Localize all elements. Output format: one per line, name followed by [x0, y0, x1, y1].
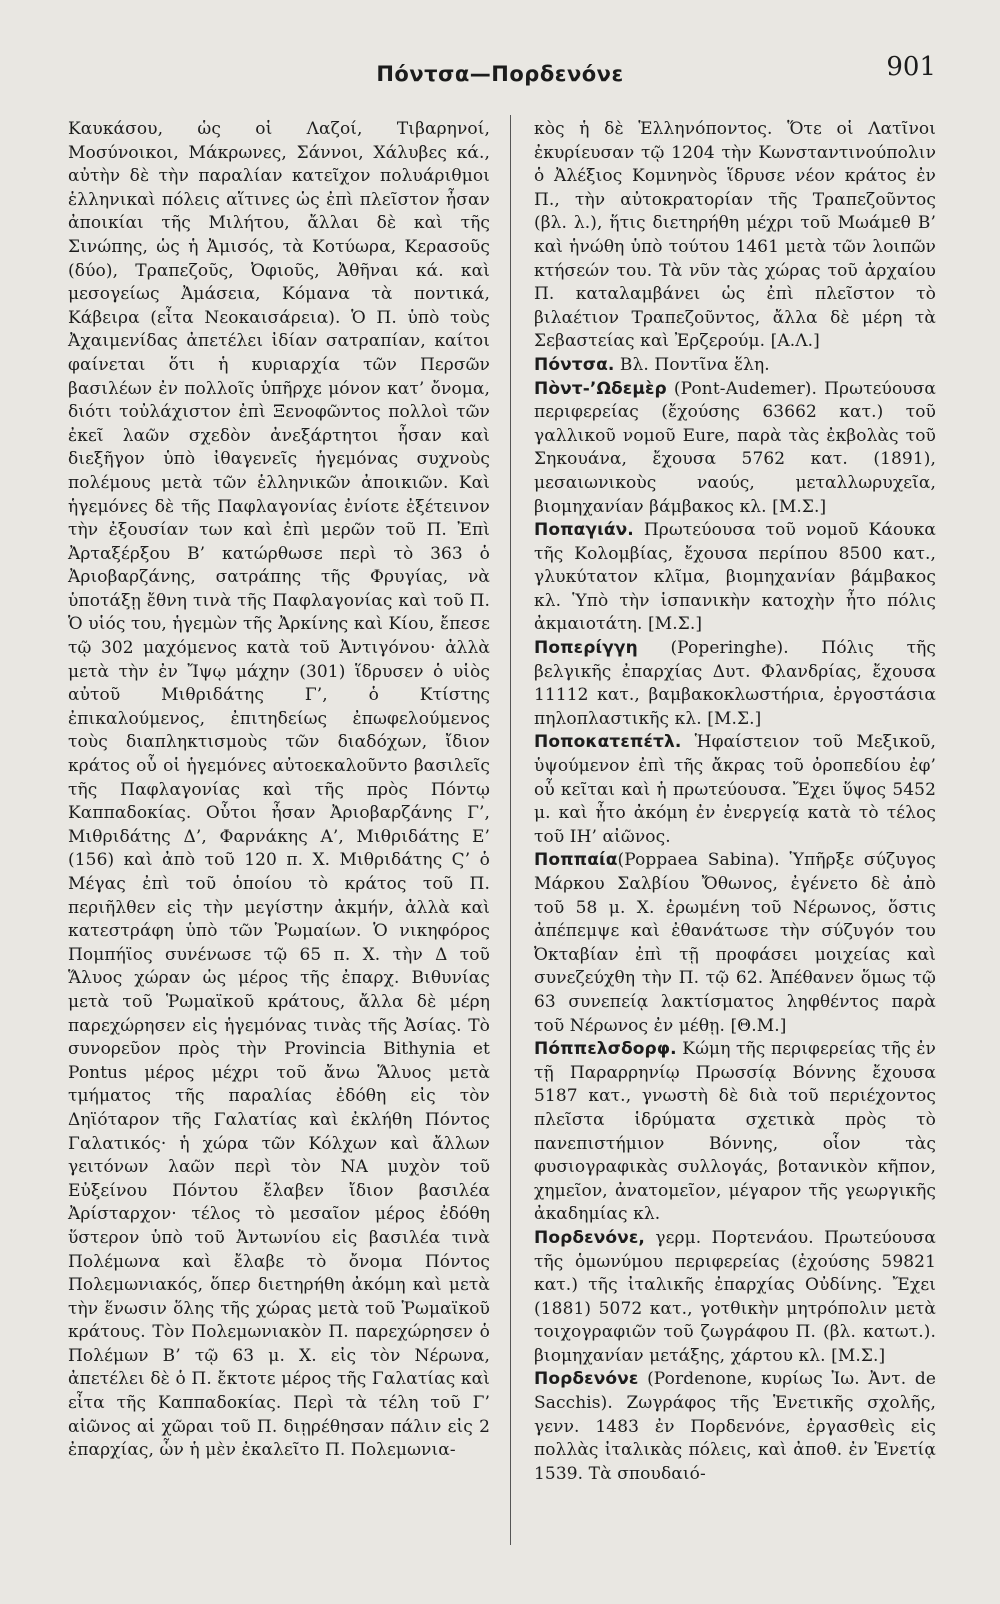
entry-headword: Πόππελσδορφ.	[534, 1039, 677, 1060]
entry-headword: Ποππαία	[534, 850, 618, 871]
left-column	[68, 118, 490, 1463]
entry-body: (Pordenone, κυρίως Ἰω. Ἀντ. de Sacchis). Ζωγράφος τῆς Ἑνετικῆς σχολῆς, γενν. 1483 ἐν Πορδενόνε, ἐργασθεὶς εἰς πολλὰς ἰταλικὰς πόλεις, καὶ ἀποθ. ἐν Ἑνετίᾳ 1539. Τὰ σπουδαιό-	[534, 1369, 936, 1484]
entry-body: (Pont-Audemer). Πρωτεύουσα περιφερείας (ἔχούσης 63662 κατ.) τοῦ γαλλικοῦ νομοῦ Eure, παρὰ τὰς ἐκβολὰς τοῦ Σηκουάνα, ἔχουσα 5762 κατ. (1891), μεσαιωνικοὺς ναούς, μεταλλωρυχεῖα, βιομηχανίαν βάμβακος κλ. [Μ.Σ.]	[534, 378, 936, 517]
entry-popayan	[534, 519, 936, 637]
entry-body: Ἡφαίστειον τοῦ Μεξικοῦ, ὑψούμενον ἐπὶ τῆς ἄκρας τοῦ ὀροπεδίου ἐφ’ οὗ κεῖται καὶ ἡ πρωτεύουσα. Ἔχει ὕψος 5452 μ. καὶ ἦτο ἀκόμη ἐν ἐνεργείᾳ κατὰ τὸ τέλος τοῦ ΙΗ’ αἰῶνος.	[534, 732, 936, 847]
entry-body: Πρωτεύουσα τοῦ νομοῦ Κάουκα τῆς Κολομβίας, ἔχουσα περίπου 8500 κατ., γλυκύτατον κλῖμα, βιομηχανίαν βάμβακος κλ. Ὑπὸ τὴν ἱσπανικὴν κατοχὴν ἦτο πόλις ἀκμαιοτάτη. [Μ.Σ.]	[534, 520, 936, 635]
entry-headword: Πὸντ-’Ωδεμὲρ	[534, 378, 667, 399]
right-column	[534, 118, 936, 1486]
entry-headword: Πορδενόνε	[534, 1369, 639, 1390]
column-divider	[510, 115, 511, 1545]
entry-pontsa	[534, 354, 936, 378]
entry-headword: Πόντσα.	[534, 354, 615, 375]
entry-body: (Poppaea Sabina). Ὑπῆρξε σύζυγος Μάρκου Σαλβίου Ὄθωνος, ἐγένετο δὲ ἀπὸ τοῦ 58 μ. Χ. ἐρωμένη τοῦ Νέρωνος, ὅστις ἀπέπεμψε καὶ ἐθανάτωσε τὴν σύζυγόν του Ὀκταβίαν ἐπὶ τῇ προφάσει μοιχείας καὶ συνεζεύχθη τὴν Π. τῷ 62. Ἀπέθανεν ὅμως τῷ 63 συνεπείᾳ λακτίσματος ληφθέντος παρὰ τοῦ Νέρωνος ἐν μέθῃ. [Θ.Μ.]	[534, 850, 936, 1036]
entry-headword: Πορδενόνε,	[534, 1227, 645, 1248]
entry-body: (Poperinghe). Πόλις τῆς βελγικῆς ἐπαρχίας Δυτ. Φλανδρίας, ἔχουσα 11112 κατ., βαμβακοκλωστήρια, ἐργοστάσια πηλοπλαστικῆς κλ. [Μ.Σ.]	[534, 638, 936, 729]
entry-pont-audemer	[534, 378, 936, 520]
entry-pordenone-city	[534, 1227, 936, 1369]
entry-pordenone-painter	[534, 1368, 936, 1486]
page-header	[60, 52, 940, 92]
entry-headword: Ποποκατεπέτλ.	[534, 732, 682, 753]
entry-body: Κώμη τῆς περιφερείας τῆς ἐν τῇ Παραρρηνίῳ Πρωσσίᾳ Βόννης ἔχουσα 5187 κατ., γνωστὴ δὲ διὰ τοῦ περιέχοντος πλεῖστα ἱδρύματα σχετικὰ πρὸς τὸ πανεπιστήμιον Βόννης, οἷον τὰς φυσιογραφικὰς συλλογάς, βοτανικὸν κῆπον, χημεῖον, ἀνατομεῖον, μέγαρον τῆς γεωργικῆς ἀκαδημίας κλ.	[534, 1039, 936, 1225]
left-column-text: Καυκάσου, ὡς οἱ Λαζοί, Τιβαρηνοί, Μοσύνοικοι, Μάκρωνες, Σάννοι, Χάλυβες κά., αὐτὴν δὲ τὴν παραλίαν κατεῖχον πολυάριθμοι ἑλληνικαὶ πόλεις αἵτινες ὡς ἐπὶ πλεῖστον ἦσαν ἀποικίαι τῆς Μιλήτου, ἄλλαι δὲ καὶ τῆς Σινώπης, ὡς ἡ Ἀμισός, τὰ Κοτύωρα, Κερασοῦς (δύο), Τραπεζοῦς, Ὀφιοῦς, Ἀθῆναι κά. καὶ μεσογείως Ἀμάσεια, Κόμανα τὰ ποντικά, Κάβειρα (εἶτα Νεοκαισάρεια). Ὁ Π. ὑπὸ τοὺς Ἀχαιμενίδας ἀπετέλει ἰδίαν σατραπίαν, καίτοι φαίνεται ὅτι ἡ κυριαρχία τῶν Περσῶν βασιλέων ἐν πολλοῖς ὑπῆρχε μόνον κατ’ ὄνομα, διότι τοὐλάχιστον ἐπὶ Ξενοφῶντος πολλοὶ τῶν ἐκεῖ λαῶν σχεδὸν ἀνεξάρτητοι ἦσαν καὶ διεξῆγον ὑπὸ ἰθαγενεῖς ἡγεμόνας συχνοὺς πολέμους μετὰ τῶν ἑλληνικῶν ἀποικιῶν. Καὶ ἡγεμόνες δὲ τῆς Παφλαγονίας ἐνίοτε ἐξέτεινον τὴν ἐξουσίαν των καὶ ἐπὶ μερῶν τοῦ Π. Ἐπὶ Ἀρταξέρξου Β’ κατώρθωσε περὶ τὸ 363 ὁ Ἀριοβαρζάνης, σατράπης τῆς Φρυγίας, νὰ ὑποτάξῃ ἔθνη τινὰ τῆς Παφλαγονίας καὶ τοῦ Π. Ὁ υἱός του, ἡγεμὼν τῆς Ἀρκίνης καὶ Κίου, ἔπεσε τῷ 302 μαχόμενος κατὰ τοῦ Ἀντιγόνου· ἀλλὰ μετὰ τὴν ἐν Ἴψῳ μάχην (301) ἵδρυσεν ὁ υἱὸς αὐτοῦ Μιθριδάτης Γ’, ὁ Κτίστης ἐπικαλούμενος, ἐπιτηδείως ἐπωφελούμενος τοὺς διαπληκτισμοὺς τῶν διαδόχων, ἴδιον κράτος οὗ οἱ ἡγεμόνες αὐτοεκαλοῦντο βασιλεῖς τῆς Παφλαγονίας καὶ τῆς πρὸς Πόντῳ Καππαδοκίας. Οὗτοι ἦσαν Ἀριοβαρζάνης Γ’, Μιθριδάτης Δ’, Φαρνάκης Α’, Μιθριδάτης Ε’ (156) καὶ ἀπὸ τοῦ 120 π. Χ. Μιθριδάτης Ϛ’ ὁ Μέγας ἐπὶ τοῦ ὁποίου τὸ κράτος τοῦ Π. περιῆλθεν εἰς τὴν μεγίστην ἀκμήν, ἀλλὰ καὶ κατεστράφη ὑπὸ τῶν Ῥωμαίων. Ὁ νικηφόρος Πομπήϊος συνένωσε τῷ 65 π. Χ. τὴν Δ τοῦ Ἅλυος χώραν ὡς μέρος τῆς ἐπαρχ. Βιθυνίας μετὰ τοῦ Ῥωμαϊκοῦ κράτους, ἄλλα δὲ μέρη παρεχώρησεν εἰς ἡγεμόνας τινὰς τῆς Ἀσίας. Τὸ συνορεῦον πρὸς τὴν Provincia Bithynia et Pontus μέρος μέχρι τοῦ ἄνω Ἅλυος μετὰ τμήματος τῆς παραλίας ἐδόθη εἰς τὸν Δηϊόταρον τῆς Γαλατίας καὶ ἐκλήθη Πόντος Γαλατικός· ἡ χώρα τῶν Κόλχων καὶ ἄλλων γειτόνων λαῶν περὶ τὸν ΝΑ μυχὸν τοῦ Εὐξείνου Πόντου ἔλαβεν ἴδιον βασιλέα Ἀρίσταρχον· τέλος τὸ μεσαῖον μέρος ἐδόθη ὕστερον ὑπὸ τοῦ Ἀντωνίου εἰς βασιλέα τινὰ Πολέμωνα καὶ ἔλαβε τὸ ὄνομα Πόντος Πολεμωνιακός, ὅπερ διετηρήθη ἀκόμη καὶ μετὰ τὴν ἕνωσιν ὅλης τῆς χώρας μετὰ τοῦ Ῥωμαϊκοῦ κράτους. Τὸν Πολεμωνιακὸν Π. παρεχώρησεν ὁ Πολέμων Β’ τῷ 63 μ. Χ. εἰς τὸν Νέρωνα, ἀπετέλει δὲ ὁ Π. ἔκτοτε μέρος τῆς Γαλατίας καὶ εἶτα τῆς Καππαδοκίας. Περὶ τὰ τέλη τοῦ Γ’ αἰῶνος αἱ χῶραι τοῦ Π. διῃρέθησαν πάλιν εἰς 2 ἐπαρχίας, ὧν ἡ μὲν ἐκαλεῖτο Π. Πολεμωνια-	[68, 119, 490, 1461]
entry-headword: Ποπαγιάν.	[534, 520, 634, 541]
entry-poppaea	[534, 849, 936, 1038]
entry-body: Βλ. Ποντῖνα ἕλη.	[614, 354, 770, 375]
page-number: 901	[886, 52, 936, 82]
entry-popocatepetl	[534, 731, 936, 849]
continued-entry-text: κὸς ἡ δὲ Ἑλληνόποντος. Ὅτε οἱ Λατῖνοι ἐκυρίευσαν τῷ 1204 τὴν Κωνσταντινούπολιν ὁ Ἀλέξιος Κομνηνὸς ἵδρυσε νέον κράτος ἐν Π., τὴν αὐτοκρατορίαν τῆς Τραπεζοῦντος (βλ. λ.), ἥτις διετηρήθη μέχρι τοῦ Μωάμεθ Β’ καὶ ἡνώθη ὑπὸ τούτου 1461 μετὰ τῶν λοιπῶν κτήσεών του. Τὰ νῦν τὰς χώρας τοῦ ἀρχαίου Π. καταλαμβάνει ὡς ἐπὶ πλεῖστον τὸ βιλαέτιον Τραπεζοῦντος, ἄλλα δὲ μέρη τὰ Σεβαστείας καὶ Ἐρζερούμ. [Α.Λ.]	[534, 119, 936, 352]
entry-poppelsdorf	[534, 1038, 936, 1227]
entry-body: γερμ. Πορτενάου. Πρωτεύουσα τῆς ὁμωνύμου περιφερείας (ἐχούσης 59821 κατ.) τῆς ἰταλικῆς ἐπαρχίας Οὐδίνης. Ἔχει (1881) 5072 κατ., γοτθικὴν μητρόπολιν μετὰ τοιχογραφιῶν τοῦ ζωγράφου Π. (βλ. κατωτ.). βιομηχανίαν μετάξης, χάρτου κλ. [Μ.Σ.]	[534, 1227, 936, 1366]
running-head: Πόντσα—Πορδενόνε	[376, 62, 624, 86]
entry-headword: Ποπερίγγη	[534, 638, 638, 659]
entry-poperinghe	[534, 637, 936, 731]
